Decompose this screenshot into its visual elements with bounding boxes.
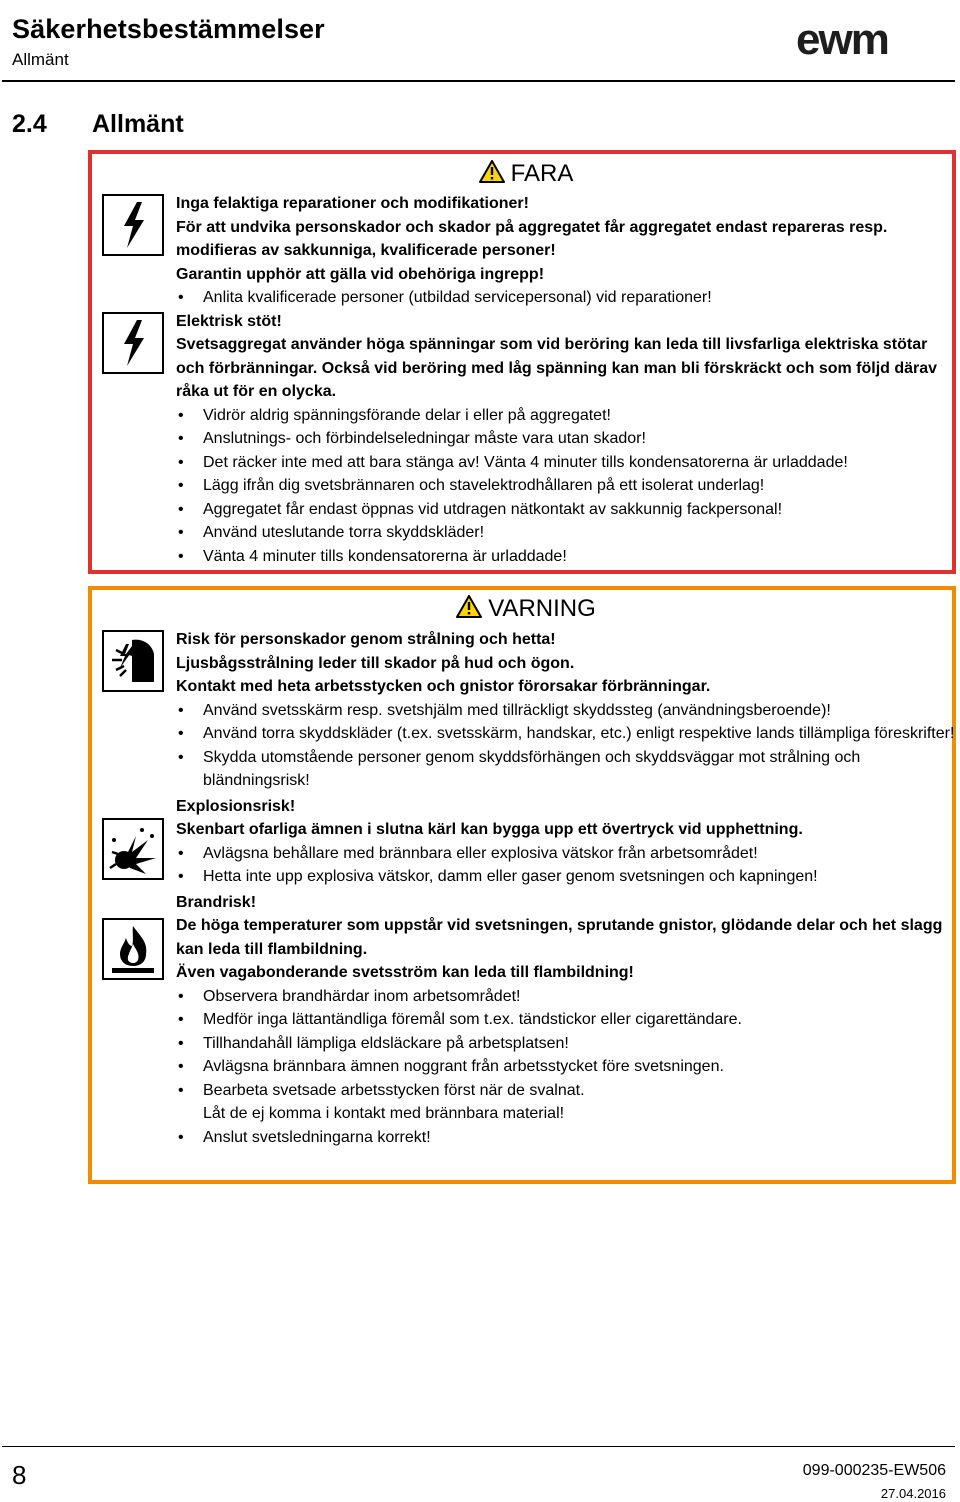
list-item: • Använd uteslutande torra skyddskläder! xyxy=(176,521,956,545)
electric-shock-icon xyxy=(102,194,164,256)
list-item: • Avlägsna brännbara ämnen noggrant från arbetsstycket före svetsningen. xyxy=(176,1055,956,1079)
list-item: • Hetta inte upp explosiva vätskor, damm eller gaser genom svetsningen och kapningen! xyxy=(176,865,956,889)
document-date: 27.04.2016 xyxy=(880,1486,946,1501)
danger-bullet-list xyxy=(176,404,956,569)
list-item: • Medför inga lättantändliga föremål som t.ex. tändstickor eller cigarettändare. xyxy=(176,1008,956,1032)
warning-triangle-icon xyxy=(479,160,505,183)
danger-line: För att undvika personskador och skador på aggregatet får aggregatet endast repareras resp. modifieras av sakkunniga, kvalificerade personer! xyxy=(176,218,888,259)
warning-triangle-icon xyxy=(456,595,482,618)
list-item: • Bearbeta svetsade arbetsstycken först när de svalnat. Låt de ej komma i kontakt med brännbara material! xyxy=(176,1079,956,1126)
list-item: • Anslutnings- och förbindelseledningar måste vara utan skador! xyxy=(176,427,956,451)
list-item: • Skydda utomstående personer genom skyddsförhängen och skyddsväggar mot strålning och bländningsrisk! xyxy=(176,746,956,793)
warning-line: Ljusbågsstrålning leder till skador på hud och ögon. xyxy=(176,654,575,672)
document-code: 099-000235-EW506 xyxy=(802,1462,946,1479)
list-item: • Använd svetsskärm resp. svetshjälm med tillräckligt skyddssteg (användningsberoende)! xyxy=(176,699,956,723)
section-title: Allmänt xyxy=(92,110,184,138)
warning-line: Brandrisk! xyxy=(176,893,257,911)
danger-content xyxy=(176,192,956,568)
list-item: • Avlägsna behållare med brännbara eller explosiva vätskor från arbetsområdet! xyxy=(176,842,956,866)
document-subtitle: Allmänt xyxy=(12,50,69,69)
danger-line: Garantin upphör att gälla vid obehöriga ingrepp! xyxy=(176,265,545,283)
list-item: • Det räcker inte med att bara stänga av! Vänta 4 minuter tills kondensatorerna är urladdade! xyxy=(176,451,956,475)
welder-radiation-icon xyxy=(102,630,164,692)
explosion-icon xyxy=(102,818,164,880)
warning-line: Skenbart ofarliga ämnen i slutna kärl kan bygga upp ett övertryck vid upphettning. xyxy=(176,821,803,838)
warning-signal xyxy=(92,595,960,623)
list-item: • Vidrör aldrig spänningsförande delar i eller på aggregatet! xyxy=(176,404,956,428)
warning-line: Kontakt med heta arbetsstycken och gnistor förorsakar förbränningar. xyxy=(176,678,711,695)
list-item: • Vänta 4 minuter tills kondensatorerna är urladdade! xyxy=(176,545,956,569)
list-item: • Anslut svetsledningarna korrekt! xyxy=(176,1126,956,1150)
page-header xyxy=(0,0,960,82)
radiation-bullet-list xyxy=(176,699,956,793)
warning-line: Explosionsrisk! xyxy=(176,797,296,815)
header-divider xyxy=(2,80,955,82)
list-item: • Anlita kvalificerade personer (utbildad servicepersonal) vid reparationer! xyxy=(176,286,956,310)
warning-box xyxy=(88,586,956,1184)
list-item: • Observera brandhärdar inom arbetsområdet! xyxy=(176,985,956,1009)
document-title: Säkerhetsbestämmelser xyxy=(12,14,325,44)
electric-shock-icon xyxy=(102,312,164,374)
section-number: 2.4 xyxy=(12,110,47,138)
fire-bullet-list xyxy=(176,985,956,1150)
explosion-bullet-list xyxy=(176,842,956,889)
danger-signal xyxy=(92,160,960,188)
warning-line: Risk för personskador genom strålning och hetta! xyxy=(176,631,556,648)
warning-line: De höga temperaturer som uppstår vid svetsningen, sprutande gnistor, glödande delar och het slagg kan leda till flambildning. xyxy=(176,917,943,958)
danger-signal-word: FARA xyxy=(510,160,574,187)
list-item: • Tillhandahåll lämpliga eldsläckare på arbetsplatsen! xyxy=(176,1032,956,1056)
danger-bullet-list xyxy=(176,286,956,310)
danger-line: Elektrisk stöt! xyxy=(176,312,282,330)
list-item: • Använd torra skyddskläder (t.ex. svetsskärm, handskar, etc.) enligt respektive lands tillämpliga föreskrifter! xyxy=(176,722,956,746)
danger-line: Inga felaktiga reparationer och modifikationer! xyxy=(176,195,529,212)
warning-line: Även vagabonderande svetsström kan leda till flambildning! xyxy=(176,964,634,981)
section-heading xyxy=(12,110,184,139)
logo-text: ewm xyxy=(796,15,888,64)
flame-icon xyxy=(102,918,164,980)
ewm-logo xyxy=(796,14,936,70)
list-item: • Aggregatet får endast öppnas vid utdragen nätkontakt av sakkunnig fackpersonal! xyxy=(176,498,956,522)
footer-divider xyxy=(2,1446,955,1447)
warning-signal-word: VARNING xyxy=(488,595,596,622)
warning-content xyxy=(176,628,956,1149)
page-number: 8 xyxy=(12,1460,27,1490)
danger-box xyxy=(88,150,956,574)
danger-line: Svetsaggregat använder höga spänningar som vid beröring kan leda till livsfarliga elektriska stötar och förbränningar. Också vid beröring med låg spänning kan man bli förskräckt och som följd därav råka ut för en olycka. xyxy=(176,336,938,400)
list-item: • Lägg ifrån dig svetsbrännaren och stavelektrodhållaren på ett isolerat underlag! xyxy=(176,474,956,498)
